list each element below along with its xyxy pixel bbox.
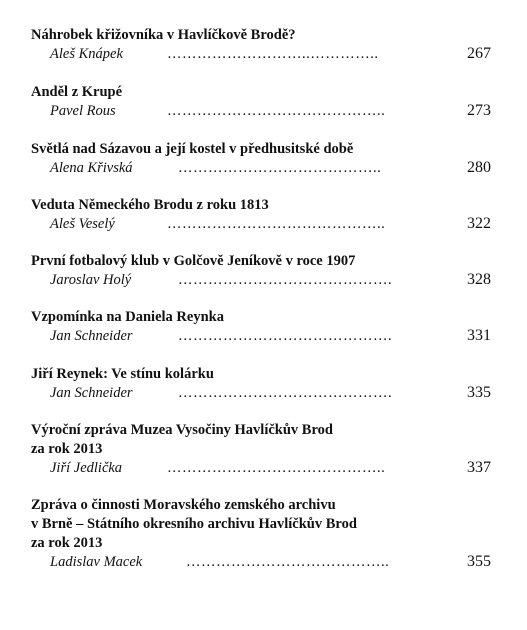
entry-author-row: [31, 384, 491, 403]
entry-title-line-3: za rok 2013: [31, 535, 103, 551]
entry-page-number: 331: [467, 327, 491, 344]
entry-author: Pavel Rous: [50, 103, 116, 119]
entry-author: Jan Schneider: [50, 385, 133, 401]
entry-title: Veduta Německého Brodu z roku 1813: [31, 197, 269, 213]
entry-author-row: [31, 159, 491, 178]
entry-leader-dots: …………………………………….: [178, 272, 393, 288]
entry-author: Alena Křivská: [50, 160, 133, 176]
entry-title: Náhrobek křižovníka v Havlíčkově Brodě?: [31, 27, 296, 43]
entry-author-row: [31, 459, 491, 478]
entry-title-line-1: Zpráva o činnosti Moravského zemského archivu: [31, 497, 336, 513]
entry-leader-dots: ……………………………………..: [167, 460, 386, 476]
entry-title-line-2: v Brně – Státního okresního archivu Havlíčkův Brod: [31, 516, 357, 532]
entry-author: Aleš Veselý: [50, 216, 115, 232]
entry-author: Aleš Knápek: [50, 46, 123, 62]
entry-page-number: 328: [467, 271, 491, 288]
toc-entry: [31, 196, 491, 234]
toc-entry: [31, 421, 491, 478]
entry-page-number: 335: [467, 384, 491, 401]
entry-title-line-2: za rok 2013: [31, 441, 103, 457]
entry-page-number: 273: [467, 102, 491, 119]
entry-leader-dots: …………………………………….: [178, 385, 393, 401]
toc-entry: [31, 26, 491, 64]
entry-title: Světlá nad Sázavou a její kostel v předhusitské době: [31, 141, 354, 157]
toc-entry: [31, 252, 491, 290]
entry-author: Jiří Jedlička: [50, 460, 123, 476]
entry-page-number: 322: [467, 215, 491, 232]
entry-leader-dots: ………………………..…………..: [167, 46, 379, 62]
toc-entry: [31, 83, 491, 121]
entry-author: Jaroslav Holý: [50, 272, 132, 288]
entry-title: Anděl z Krupé: [31, 84, 123, 100]
entry-leader-dots: …………………………………….: [178, 328, 393, 344]
toc-entry: [31, 365, 491, 403]
entry-leader-dots: ……………………………………..: [167, 103, 386, 119]
entry-author-row: [31, 215, 491, 234]
entry-author-row: [31, 271, 491, 290]
entry-leader-dots: ……………………………………..: [167, 216, 386, 232]
entry-leader-dots: …………………………………..: [186, 554, 390, 570]
entry-author-row: [31, 102, 491, 121]
entry-page-number: 355: [467, 553, 491, 570]
entry-title: Jiří Reynek: Ve stínu kolárku: [31, 366, 214, 382]
entry-author: Ladislav Macek: [50, 554, 143, 570]
toc-entry: [31, 308, 491, 346]
entry-author-row: [31, 45, 491, 64]
entry-title: Vzpomínka na Daniela Reynka: [31, 309, 224, 325]
entry-author: Jan Schneider: [50, 328, 133, 344]
entry-page-number: 267: [467, 45, 491, 62]
entry-page-number: 280: [467, 159, 491, 176]
entry-author-row: [31, 327, 491, 346]
entry-title: První fotbalový klub v Golčově Jeníkově v roce 1907: [31, 253, 356, 269]
toc-entry: [31, 496, 491, 572]
entry-leader-dots: …………………………………..: [178, 160, 382, 176]
entry-author-row: [31, 553, 491, 572]
entry-title-line-1: Výroční zpráva Muzea Vysočiny Havlíčkův Brod: [31, 422, 333, 438]
entry-page-number: 337: [467, 459, 491, 476]
toc-entry: [31, 140, 491, 178]
